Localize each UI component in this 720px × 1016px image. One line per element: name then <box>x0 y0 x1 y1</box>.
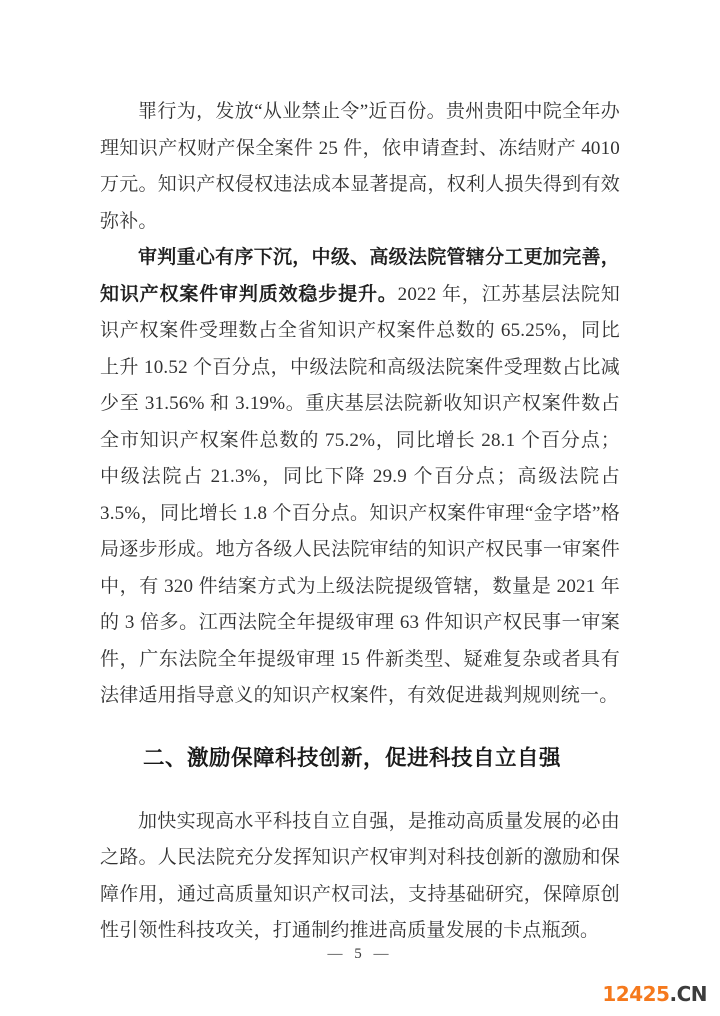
watermark-brand-number: 12425 <box>602 982 670 1006</box>
page-number: — 5 — <box>327 946 393 962</box>
paragraph-enforcement-continuation <box>100 94 620 240</box>
paragraph-bold-lead: 审判重心有序下沉，中级、高级法院管辖分工更加完善，知识产权案件审判质效稳步提升。 <box>100 247 620 305</box>
page-body <box>100 94 620 950</box>
paragraph-tech-innovation <box>100 804 620 950</box>
paragraph-text: 加快实现高水平科技自立自强，是推动高质量发展的必由之路。人民法院充分发挥知识产权审判对科技创新的激励和保障作用，通过高质量知识产权司法，支持基础研究，保障原创性引领性科技攻关，打通制约推进高质量发展的卡点瓶颈。 <box>100 810 620 941</box>
paragraph-text: 罪行为，发放“从业禁止令”近百份。贵州贵阳中院全年办理知识产权财产保全案件 25 件，依申请查封、冻结财产 4010 万元。知识产权侵权违法成本显著提高，权利人损失得到有效弥补。 <box>100 101 620 232</box>
paragraph-text: 2022 年，江苏基层法院知识产权案件受理数占全省知识产权案件总数的 65.25%，同比上升 10.52 个百分点，中级法院和高级法院案件受理数占比减少至 31.56% 和 3.19%。重庆基层法院新收知识产权案件数占全市知识产权案件总数的 75.2%，同比增长 28.1 个百分点；中级法院占 21.3%，同比下降 29.9 个百分点；高级法院占 3.5%，同比增长 1.8 个百分点。知识产权案件审理“金字塔”格局逐步形成。地方各级人民法院审结的知识产权民事一审案件中，有 320 件结案方式为上级法院提级管辖，数量是 2021 年的 3 倍多。江西法院全年提级审理 63 件知识产权民事一审案件，广东法院全年提级审理 15 件新类型、疑难复杂或者具有法律适用指导意义的知识产权案件，有效促进裁判规则统一。 <box>100 283 620 706</box>
paragraph-trial-hierarchy <box>100 240 620 715</box>
section-heading: 二、激励保障科技创新，促进科技自立自强 <box>143 745 562 770</box>
watermark-logo <box>602 984 707 1004</box>
watermark-brand-suffix: .CN <box>669 982 707 1006</box>
